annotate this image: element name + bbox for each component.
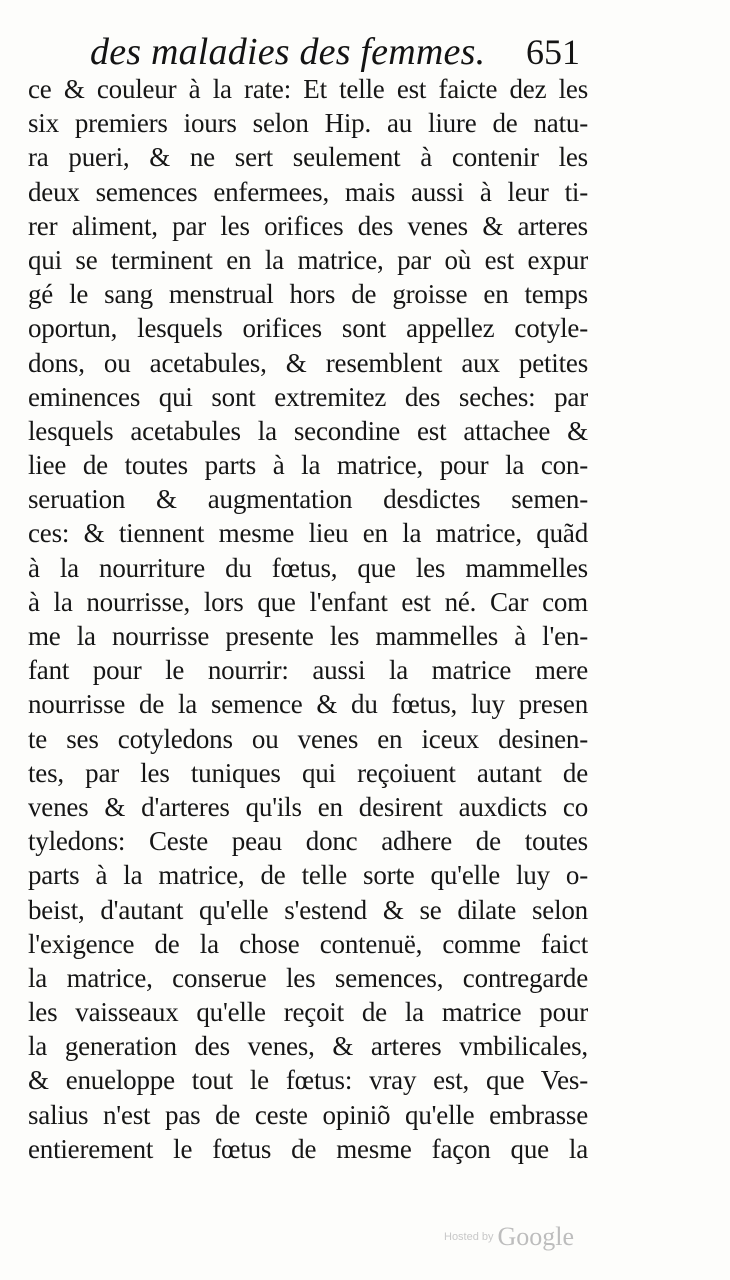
hosted-by-label: Hosted by [444, 1231, 494, 1243]
text-line: six premiers iours selon Hip. au liure de natu- [28, 108, 588, 139]
text-line: dons, ou acetabules, & resemblent aux petites [28, 347, 588, 378]
text-line: la matrice, conserue les semences, contregarde [28, 962, 588, 993]
text-line: à la nourriture du fœtus, que les mammelles [28, 552, 588, 583]
text-line: & enueloppe tout le fœtus: vray est, que Ves- [28, 1065, 588, 1096]
text-line: salius n'est pas de ceste opiniõ qu'elle embrasse [28, 1099, 588, 1130]
text-line: qui se terminent en la matrice, par où est expur [28, 244, 588, 275]
text-line: fant pour le nourrir: aussi la matrice mere [28, 655, 588, 686]
text-line: oportun, lesquels orifices sont appellez cotyle- [28, 313, 588, 344]
text-line: me la nourrisse presente les mammelles à l'en- [28, 621, 588, 651]
google-watermark [444, 1222, 574, 1252]
text-line: lesquels acetabules la secondine est attachee & [28, 415, 588, 446]
text-line: nourrisse de la semence & du fœtus, luy presen [28, 689, 588, 720]
text-line: deux semences enfermees, mais aussi à leur ti- [28, 176, 588, 207]
body-text [28, 72, 588, 1166]
text-line: parts à la matrice, de telle sorte qu'elle luy o- [28, 860, 588, 891]
text-line: entierement le fœtus de mesme façon que la [28, 1133, 588, 1164]
text-line: gé le sang menstrual hors de groisse en temps [28, 279, 588, 310]
running-head: des maladies des femmes. [90, 31, 486, 73]
text-line: à la nourrisse, lors que l'enfant est né. Car com [28, 586, 588, 617]
text-line: eminences qui sont extremitez des seches: par [28, 381, 588, 412]
text-line: venes & d'arteres qu'ils en desirent auxdicts co [28, 791, 588, 822]
text-line: tyledons: Ceste peau donc adhere de toutes [28, 826, 588, 857]
text-line: l'exigence de la chose contenuë, comme faict [28, 928, 588, 959]
text-line: tes, par les tuniques qui reçoiuent autant de [28, 757, 588, 788]
text-line: ce & couleur à la rate: Et telle est faicte dez les [28, 74, 588, 104]
text-line: rer aliment, par les orifices des venes & arteres [28, 210, 588, 241]
google-logo: Google [497, 1222, 575, 1251]
text-line: te ses cotyledons ou venes en iceux desinen- [28, 723, 588, 754]
text-line: les vaisseaux qu'elle reçoit de la matrice pour [28, 997, 588, 1028]
text-line: liee de toutes parts à la matrice, pour la con- [28, 450, 588, 481]
page-header [90, 30, 590, 78]
text-line: beist, d'autant qu'elle s'estend & se dilate selon [28, 894, 588, 925]
text-line: la generation des venes, & arteres vmbilicales, [28, 1031, 588, 1062]
text-line: ra pueri, & ne sert seulement à contenir les [28, 142, 588, 173]
text-line: seruation & augmentation desdictes semen- [28, 484, 588, 515]
page-number: 651 [526, 32, 580, 72]
text-line: ces: & tiennent mesme lieu en la matrice, quãd [28, 518, 588, 549]
